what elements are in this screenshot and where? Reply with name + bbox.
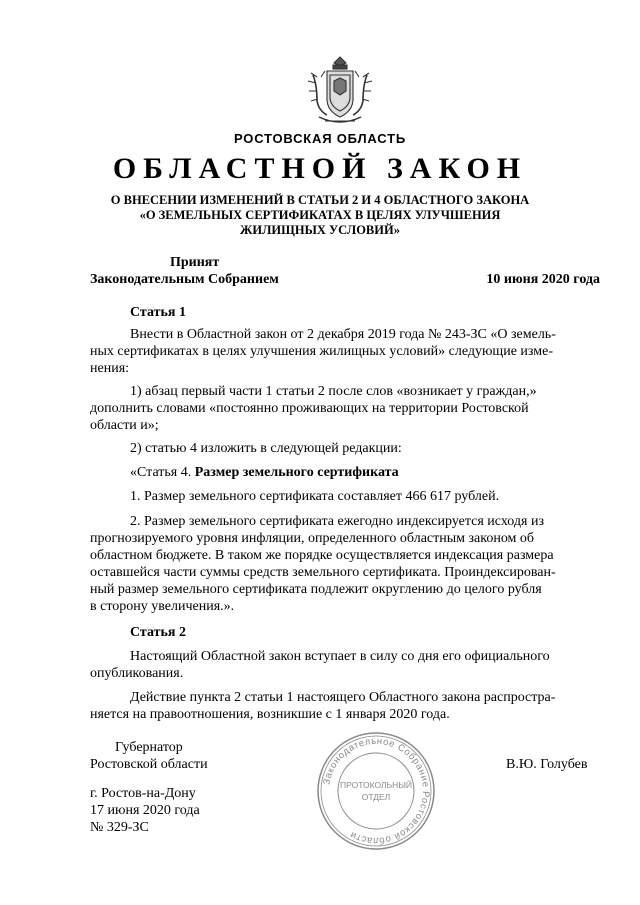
accepted-label: Принят bbox=[170, 255, 220, 270]
article-1-heading: Статья 1 bbox=[130, 305, 186, 320]
text-line: области и»; bbox=[90, 418, 159, 433]
law-number: № 329-ЗС bbox=[90, 820, 149, 835]
law-subtitle bbox=[100, 193, 540, 238]
text-line: 2) статью 4 изложить в следующей редакции: bbox=[130, 441, 402, 456]
signatory-position-1: Губернатор bbox=[115, 740, 183, 755]
law-subtitle-line: О ВНЕСЕНИИ ИЗМЕНЕНИЙ В СТАТЬИ 2 И 4 ОБЛАСТНОГО ЗАКОНА bbox=[110, 193, 530, 207]
stamp-center-line-1: ПРОТОКОЛЬНЫЙ bbox=[340, 780, 412, 790]
article-1-intro bbox=[90, 326, 595, 377]
text-line: опубликования. bbox=[90, 666, 184, 681]
coat-of-arms-icon bbox=[305, 55, 375, 127]
article-1-item-1 bbox=[90, 383, 595, 434]
point-1 bbox=[90, 488, 595, 505]
signatory-position-2: Ростовской области bbox=[90, 757, 208, 772]
quote-title: Размер земельного сертификата bbox=[194, 465, 399, 480]
signing-date: 17 июня 2020 года bbox=[90, 803, 200, 818]
text-line: оставшейся части суммы средств земельного сертификата. Проиндексирован- bbox=[90, 565, 556, 580]
law-subtitle-line: ЖИЛИЩНЫХ УСЛОВИЙ» bbox=[240, 223, 400, 237]
article-2-heading: Статья 2 bbox=[130, 625, 186, 640]
accepted-block bbox=[90, 254, 600, 288]
text-line: 2. Размер земельного сертификата ежегодно индексируется исходя из bbox=[130, 514, 544, 529]
law-title: ОБЛАСТНОЙ ЗАКОН bbox=[112, 152, 528, 185]
quoted-article-heading bbox=[90, 464, 595, 481]
point-2 bbox=[90, 513, 595, 615]
signing-city: г. Ростов-на-Дону bbox=[90, 786, 196, 801]
signatory-name: В.Ю. Голубев bbox=[506, 757, 588, 772]
text-line: ный размер земельного сертификата подлежит округлению до целого рубля bbox=[90, 582, 542, 597]
stamp-ring-text: Законодательное Собрание Ростовской области bbox=[321, 735, 432, 847]
text-line: ных сертификатах в целях улучшения жилищных условий» следующие изме- bbox=[90, 344, 553, 359]
article-2-p1 bbox=[90, 648, 595, 682]
article-1 bbox=[90, 304, 595, 321]
text-line: Действие пункта 2 статьи 1 настоящего Областного закона распростра- bbox=[130, 690, 556, 705]
text-line: областном бюджете. В таком же порядке осуществляется индексация размера bbox=[90, 548, 554, 563]
region-name: РОСТОВСКАЯ ОБЛАСТЬ bbox=[233, 131, 407, 146]
text-line: 1) абзац первый части 1 статьи 2 после слов «возникает у граждан,» bbox=[130, 384, 537, 399]
accepted-date: 10 июня 2020 года bbox=[486, 272, 600, 287]
article-2 bbox=[90, 624, 595, 641]
text-line: Внести в Областной закон от 2 декабря 2019 года № 243-ЗС «О земель- bbox=[130, 327, 556, 342]
text-line: прогнозируемого уровня инфляции, определенного областным законом об bbox=[90, 531, 535, 546]
text-line: 1. Размер земельного сертификата составляет 466 617 рублей. bbox=[130, 489, 500, 504]
official-stamp bbox=[315, 730, 437, 852]
text-line: нения: bbox=[90, 361, 130, 376]
text-line: в сторону увеличения.». bbox=[90, 599, 235, 614]
text-line: няется на правоотношения, возникшие с 1 января 2020 года. bbox=[90, 707, 450, 722]
article-1-item-2 bbox=[90, 440, 595, 457]
article-2-p2 bbox=[90, 689, 595, 723]
accepted-by: Законодательным Собранием bbox=[90, 272, 279, 287]
text-line: Настоящий Областной закон вступает в силу со дня его официального bbox=[130, 649, 550, 664]
stamp-center-line-2: ОТДЕЛ bbox=[361, 792, 391, 802]
law-subtitle-line: «О ЗЕМЕЛЬНЫХ СЕРТИФИКАТАХ В ЦЕЛЯХ УЛУЧШЕНИЯ bbox=[139, 208, 501, 222]
quote-prefix: «Статья 4. bbox=[130, 465, 192, 480]
text-line: дополнить словами «постоянно проживающих на территории Ростовской bbox=[90, 401, 529, 416]
